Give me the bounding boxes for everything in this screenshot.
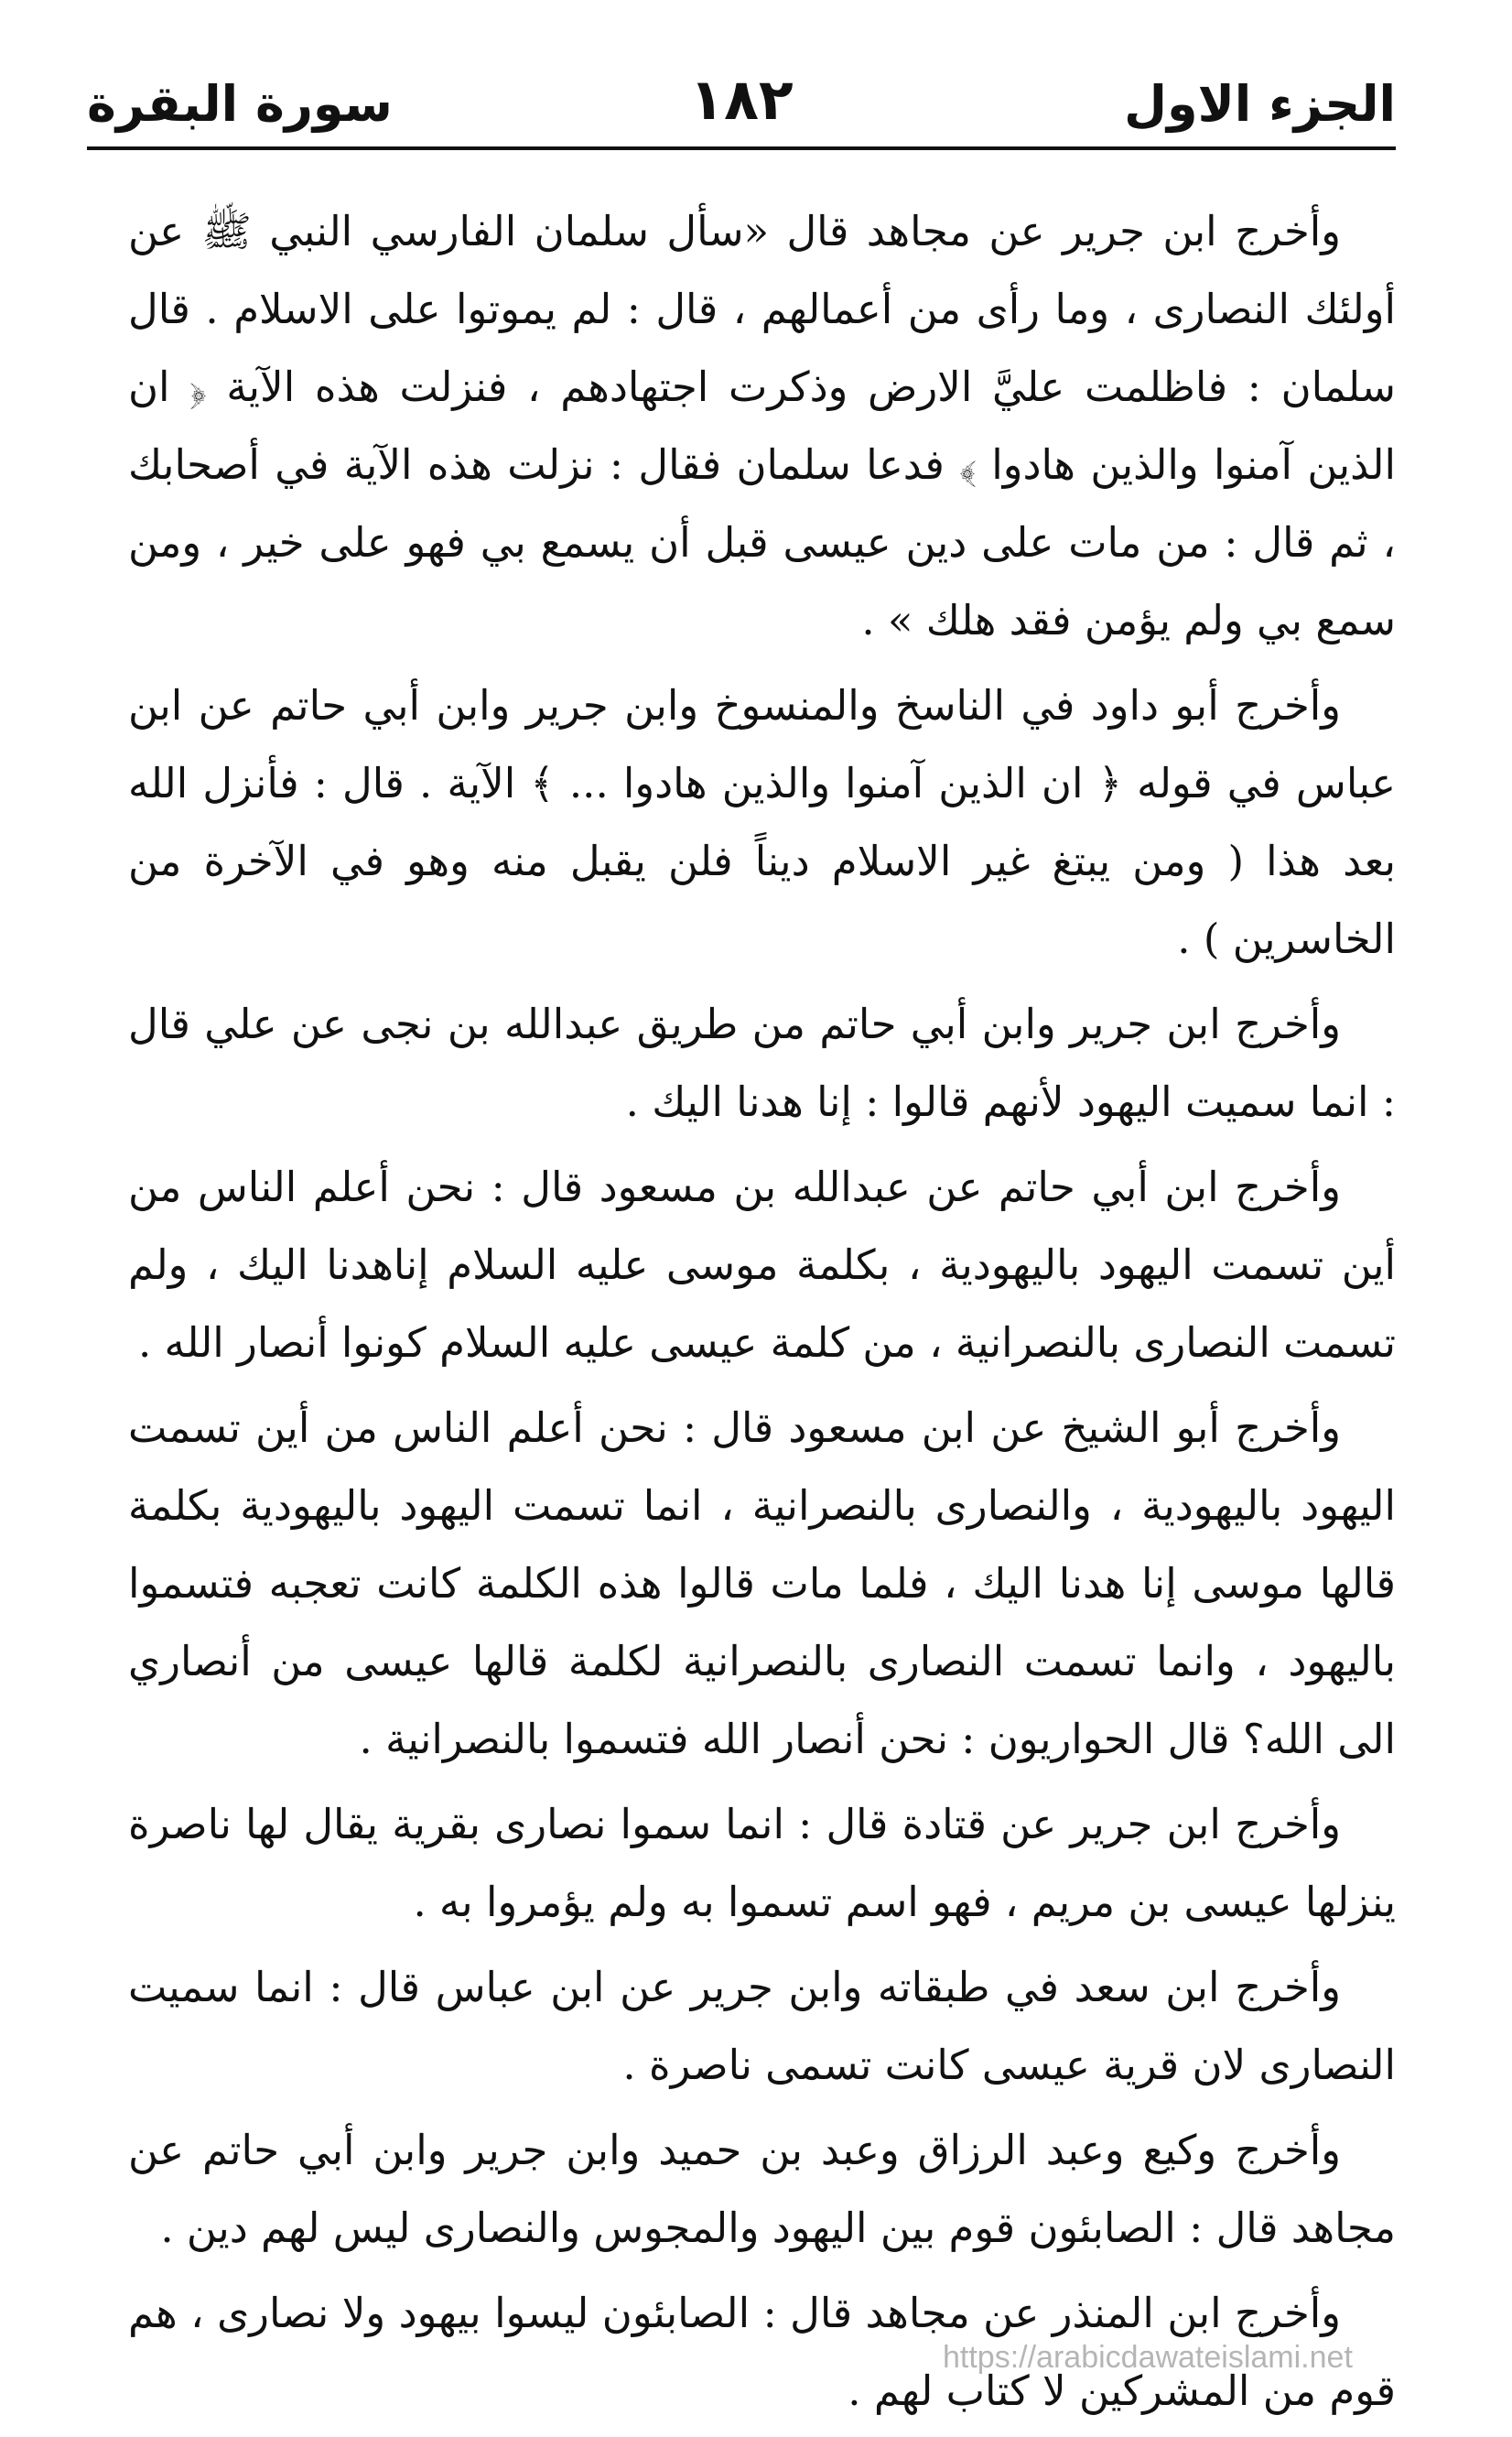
paragraph-2: وأخرج أبو داود في الناسخ والمنسوخ وابن جرير وابن أبي حاتم عن ابن عباس في قوله ﴿ ان الذين آمنوا والذين هادوا ... ﴾ الآية . قال : فأنزل الله بعد هذا ( ومن يبتغ غير الاسلام ديناً فلن يقبل منه وهو في الآخرة من الخاسرين ) . bbox=[128, 681, 1396, 963]
page-body bbox=[128, 192, 1396, 2437]
paragraph-8: وأخرج وكيع وعبد الرزاق وعبد بن حميد وابن جرير وابن أبي حاتم عن مجاهد قال : الصابئون قوم بين اليهود والمجوس والنصارى ليس لهم دين . bbox=[128, 2126, 1396, 2252]
page-number: ١٨٢ bbox=[689, 66, 794, 133]
paragraph-4: وأخرج ابن أبي حاتم عن عبدالله بن مسعود قال : نحن أعلم الناس من أين تسمت اليهود باليهودية ، بكلمة موسى عليه السلام إناهدنا اليك ، ولم تسمت النصارى بالنصرانية ، من كلمة عيسى عليه السلام كونوا أنصار الله . bbox=[128, 1163, 1396, 1367]
paragraph-9: وأخرج ابن المنذر عن مجاهد قال : الصابئون ليسوا بيهود ولا نصارى ، هم قوم من المشركين لا كتاب لهم . bbox=[128, 2289, 1396, 2415]
part-title: الجزء الاول bbox=[1124, 75, 1396, 133]
page-header bbox=[87, 57, 1396, 157]
paragraph-5: وأخرج أبو الشيخ عن ابن مسعود قال : نحن أعلم الناس من أين تسمت اليهود باليهودية ، والنصارى بالنصرانية ، انما تسمت اليهود باليهودية بكلمة قالها موسى إنا هدنا اليك ، فلما مات قالوا هذه الكلمة كانت تعجبه فتسموا باليهود ، وانما تسمت النصارى بالنصرانية لكلمة قالها عيسى من أنصاري الى الله؟ قال الحواريون : نحن أنصار الله فتسموا بالنصرانية . bbox=[128, 1403, 1396, 1763]
paragraph-3: وأخرج ابن جرير وابن أبي حاتم من طريق عبدالله بن نجى عن علي قال : انما سميت اليهود لأنهم قالوا : إنا هدنا اليك . bbox=[128, 1000, 1396, 1126]
surah-title: سورة البقرة bbox=[87, 75, 393, 133]
paragraph-7: وأخرج ابن سعد في طبقاته وابن جرير عن ابن عباس قال : انما سميت النصارى لان قرية عيسى كانت تسمى ناصرة . bbox=[128, 1963, 1396, 2089]
header-divider bbox=[87, 146, 1396, 150]
source-watermark: https://arabicdawateislami.net bbox=[943, 2340, 1353, 2375]
paragraph-6: وأخرج ابن جرير عن قتادة قال : انما سموا نصارى بقرية يقال لها ناصرة ينزلها عيسى بن مريم ، فهو اسم تسموا به ولم يؤمروا به . bbox=[128, 1800, 1396, 1926]
paragraph-1: وأخرج ابن جرير عن مجاهد قال «سأل سلمان الفارسي النبي ﷺ عن أولئك النصارى ، وما رأى من أعمالهم ، قال : لم يموتوا على الاسلام . قال سلمان : فاظلمت عليَّ الارض وذكرت اجتهادهم ، فنزلت هذه الآية ﴿ ان الذين آمنوا والذين هادوا ﴾ فدعا سلمان فقال : نزلت هذه الآية في أصحابك ، ثم قال : من مات على دين عيسى قبل أن يسمع بي فهو على خير ، ومن سمع بي ولم يؤمن فقد هلك » . bbox=[128, 207, 1396, 644]
